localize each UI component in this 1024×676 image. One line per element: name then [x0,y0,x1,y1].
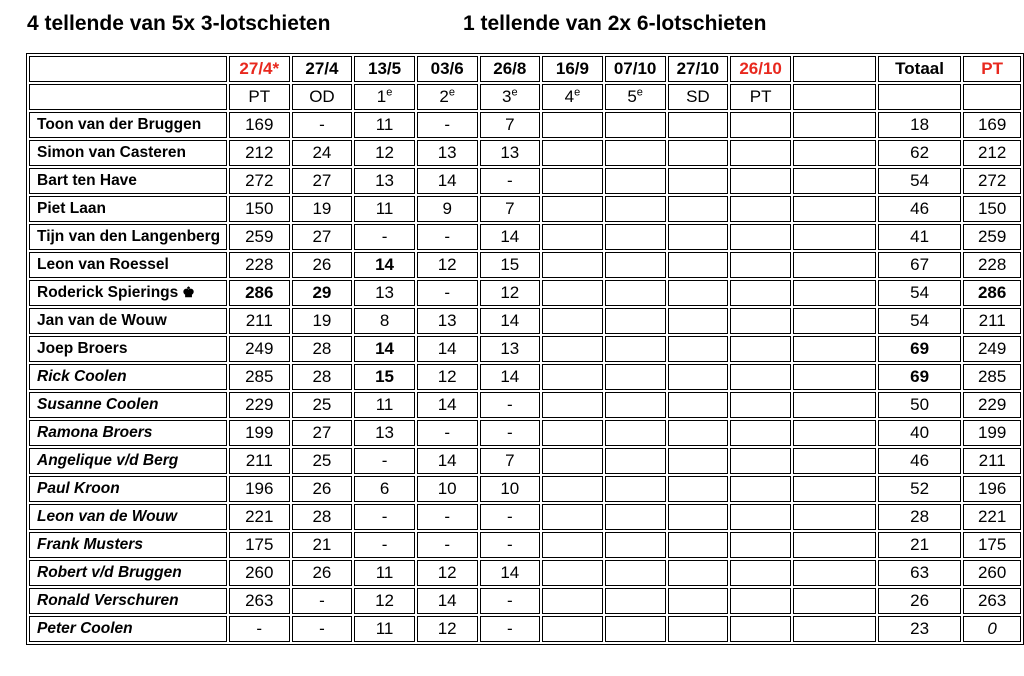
player-name: Rick Coolen [29,364,227,390]
score-cell [668,364,729,390]
player-name: Simon van Casteren [29,140,227,166]
header-empty-cell [29,84,227,110]
score-cell [668,140,729,166]
score-cell [730,224,791,250]
spacer-cell [793,364,876,390]
score-cell: - [354,224,415,250]
pt-cell: 228 [963,252,1021,278]
score-cell [668,420,729,446]
score-cell: 150 [229,196,290,222]
score-cell [668,336,729,362]
player-name: Robert v/d Bruggen [29,560,227,586]
score-cell: 26 [292,252,353,278]
score-cell [730,448,791,474]
header-sub-cell: PT [229,84,290,110]
player-name: Peter Coolen [29,616,227,642]
pt-cell: 260 [963,560,1021,586]
score-cell: - [480,532,541,558]
pt-cell: 0 [963,616,1021,642]
score-cell: 8 [354,308,415,334]
spacer-cell [793,392,876,418]
player-name: Paul Kroon [29,476,227,502]
header-sub-cell: PT [730,84,791,110]
score-cell [605,224,666,250]
spacer-cell [793,196,876,222]
score-cell: 14 [480,308,541,334]
pt-cell: 212 [963,140,1021,166]
score-cell [605,448,666,474]
score-cell [730,588,791,614]
header-row-dates [29,56,1021,82]
score-cell: 27 [292,168,353,194]
table-row [29,308,1021,334]
score-cell: 26 [292,560,353,586]
score-cell: 25 [292,392,353,418]
total-cell: 63 [878,560,962,586]
score-cell: 10 [480,476,541,502]
score-cell: - [292,588,353,614]
table-row [29,392,1021,418]
spacer-cell [793,616,876,642]
score-cell [668,280,729,306]
score-cell [542,588,603,614]
total-cell: 54 [878,168,962,194]
score-cell [542,280,603,306]
score-cell: 13 [354,280,415,306]
header-empty-cell [29,56,227,82]
table-row [29,364,1021,390]
header-sub-cell: OD [292,84,353,110]
score-cell: 286 [229,280,290,306]
total-cell: 46 [878,196,962,222]
score-cell [730,616,791,642]
score-cell: - [354,532,415,558]
score-cell: - [480,392,541,418]
spacer-cell [793,532,876,558]
score-cell: 14 [417,168,478,194]
header-date-cell: 26/8 [480,56,541,82]
score-cell [605,336,666,362]
pt-cell: 169 [963,112,1021,138]
score-cell: 13 [354,168,415,194]
score-cell: 26 [292,476,353,502]
score-cell: 12 [417,616,478,642]
score-cell: - [229,616,290,642]
score-cell [542,252,603,278]
score-cell [605,308,666,334]
score-cell: 14 [417,336,478,362]
score-cell [542,392,603,418]
score-cell [730,476,791,502]
table-row [29,532,1021,558]
score-cell: 28 [292,364,353,390]
score-cell [730,168,791,194]
player-name: Toon van der Bruggen [29,112,227,138]
pt-cell: 196 [963,476,1021,502]
pt-cell: 229 [963,392,1021,418]
score-cell: 10 [417,476,478,502]
table-row [29,448,1021,474]
table-row [29,140,1021,166]
score-cell: 28 [292,336,353,362]
header-sub-cell: 5e [605,84,666,110]
pt-cell: 221 [963,504,1021,530]
header-date-cell: 03/6 [417,56,478,82]
score-cell [542,420,603,446]
header-sub-cell: 1e [354,84,415,110]
pt-cell: 199 [963,420,1021,446]
score-cell: 249 [229,336,290,362]
score-cell [542,448,603,474]
score-cell [668,392,729,418]
score-cell: - [480,588,541,614]
total-cell: 26 [878,588,962,614]
score-cell: 199 [229,420,290,446]
score-cell: - [354,504,415,530]
score-cell [730,364,791,390]
score-cell [730,392,791,418]
header-empty-cell [963,84,1021,110]
score-cell: 260 [229,560,290,586]
score-cell: - [417,420,478,446]
score-cell [730,308,791,334]
total-cell: 69 [878,364,962,390]
player-name: Jan van de Wouw [29,308,227,334]
player-name: Leon van Roessel [29,252,227,278]
score-cell: - [480,616,541,642]
header-sub-cell: SD [668,84,729,110]
score-cell: 12 [480,280,541,306]
score-cell [668,196,729,222]
score-cell: 7 [480,448,541,474]
score-cell: 25 [292,448,353,474]
score-cell: 211 [229,448,290,474]
score-cell [605,504,666,530]
crown-icon: ♚ [182,284,195,300]
spacer-cell [793,336,876,362]
score-cell: 14 [417,448,478,474]
score-cell: 7 [480,112,541,138]
score-cell: 14 [417,588,478,614]
table-row [29,588,1021,614]
score-cell: 24 [292,140,353,166]
pt-cell: 175 [963,532,1021,558]
score-cell: 9 [417,196,478,222]
score-cell [542,196,603,222]
spacer-cell [793,308,876,334]
player-name: Leon van de Wouw [29,504,227,530]
table-row [29,112,1021,138]
score-cell: 11 [354,560,415,586]
score-cell [605,392,666,418]
table-row [29,476,1021,502]
player-name: Ramona Broers [29,420,227,446]
score-cell [605,252,666,278]
score-cell: 13 [354,420,415,446]
header-totaal-cell: Totaal [878,56,962,82]
header-sub-cell: 2e [417,84,478,110]
header-date-cell: 27/10 [668,56,729,82]
score-cell: 13 [480,336,541,362]
spacer-cell [793,224,876,250]
score-cell: 19 [292,308,353,334]
header-date-cell: 27/4* [229,56,290,82]
total-cell: 62 [878,140,962,166]
total-cell: 69 [878,336,962,362]
score-cell [605,112,666,138]
player-name: Joep Broers [29,336,227,362]
score-cell: 12 [417,364,478,390]
score-cell: 6 [354,476,415,502]
table-row [29,616,1021,642]
score-cell [668,308,729,334]
score-cell: 12 [354,588,415,614]
score-cell [668,532,729,558]
header-date-cell: 26/10 [730,56,791,82]
spacer-cell [793,448,876,474]
score-cell [605,476,666,502]
pt-cell: 259 [963,224,1021,250]
score-cell [668,588,729,614]
header-pt-cell: PT [963,56,1021,82]
score-cell [730,336,791,362]
player-name: Ronald Verschuren [29,588,227,614]
score-cell: 263 [229,588,290,614]
score-cell: 14 [354,336,415,362]
score-cell [542,168,603,194]
score-cell [542,616,603,642]
score-cell: 14 [480,560,541,586]
table-row [29,168,1021,194]
table-row [29,252,1021,278]
spacer-cell [793,112,876,138]
score-cell: 12 [417,560,478,586]
score-cell: - [417,224,478,250]
title-right: 1 tellende van 2x 6-lotschieten [463,12,767,35]
header-empty-cell [793,56,876,82]
score-cell [668,616,729,642]
table-row [29,280,1021,306]
score-cell: 14 [417,392,478,418]
score-cell: 169 [229,112,290,138]
score-cell [668,224,729,250]
score-cell: 285 [229,364,290,390]
score-cell: - [417,504,478,530]
score-cell: 211 [229,308,290,334]
header-row-sub [29,84,1021,110]
score-cell [542,112,603,138]
score-cell: - [292,616,353,642]
spacer-cell [793,280,876,306]
score-cell [668,252,729,278]
header-date-cell: 27/4 [292,56,353,82]
score-cell: 12 [417,252,478,278]
score-cell [542,336,603,362]
score-cell: 13 [417,308,478,334]
table-row [29,420,1021,446]
score-cell: 272 [229,168,290,194]
score-cell: - [417,532,478,558]
table-row [29,560,1021,586]
player-name: Roderick Spierings ♚ [29,280,227,306]
score-cell [605,280,666,306]
score-cell [605,168,666,194]
total-cell: 54 [878,280,962,306]
header-date-cell: 13/5 [354,56,415,82]
score-cell [605,364,666,390]
pt-cell: 150 [963,196,1021,222]
score-cell: 11 [354,616,415,642]
score-cell [605,420,666,446]
score-cell [605,196,666,222]
score-cell: - [354,448,415,474]
total-cell: 41 [878,224,962,250]
score-cell: - [292,112,353,138]
player-name: Frank Musters [29,532,227,558]
pt-cell: 272 [963,168,1021,194]
score-cell: 15 [480,252,541,278]
score-cell: - [480,420,541,446]
score-cell: 27 [292,420,353,446]
table-row [29,336,1021,362]
score-cell [542,504,603,530]
score-cell [730,140,791,166]
spacer-cell [793,588,876,614]
pt-cell: 249 [963,336,1021,362]
score-cell [542,308,603,334]
pt-cell: 263 [963,588,1021,614]
score-cell [605,616,666,642]
score-cell: 15 [354,364,415,390]
score-cell [542,560,603,586]
total-cell: 28 [878,504,962,530]
spacer-cell [793,476,876,502]
spacer-cell [793,140,876,166]
score-cell: 14 [480,364,541,390]
total-cell: 52 [878,476,962,502]
score-cell: - [417,112,478,138]
score-cell: 175 [229,532,290,558]
player-name: Piet Laan [29,196,227,222]
total-cell: 67 [878,252,962,278]
score-cell [730,252,791,278]
score-cell [730,560,791,586]
score-cell [668,476,729,502]
spacer-cell [793,504,876,530]
score-cell: - [417,280,478,306]
score-table [26,53,1024,645]
score-cell: 13 [417,140,478,166]
score-cell [605,560,666,586]
title-left: 4 tellende van 5x 3-lotschieten [27,12,331,35]
score-cell: 259 [229,224,290,250]
score-cell [668,504,729,530]
score-cell [730,196,791,222]
score-cell: 11 [354,392,415,418]
score-cell: 27 [292,224,353,250]
score-cell [605,588,666,614]
score-cell [542,364,603,390]
score-cell: - [480,168,541,194]
spacer-cell [793,560,876,586]
score-cell: 221 [229,504,290,530]
player-name: Bart ten Have [29,168,227,194]
score-cell: 7 [480,196,541,222]
score-cell [542,224,603,250]
score-cell [605,140,666,166]
spacer-cell [793,168,876,194]
score-cell: 14 [354,252,415,278]
score-cell [730,420,791,446]
score-cell [730,280,791,306]
total-cell: 50 [878,392,962,418]
score-cell: 19 [292,196,353,222]
total-cell: 23 [878,616,962,642]
score-cell [730,532,791,558]
score-cell: 212 [229,140,290,166]
pt-cell: 211 [963,308,1021,334]
pt-cell: 211 [963,448,1021,474]
score-cell: 14 [480,224,541,250]
header-empty-cell [878,84,962,110]
score-cell: 13 [480,140,541,166]
header-date-cell: 16/9 [542,56,603,82]
score-cell [542,140,603,166]
total-cell: 54 [878,308,962,334]
header-empty-cell [793,84,876,110]
total-cell: 18 [878,112,962,138]
table-row [29,224,1021,250]
score-cell [668,112,729,138]
table-row [29,196,1021,222]
score-cell: 12 [354,140,415,166]
pt-cell: 286 [963,280,1021,306]
score-cell: 229 [229,392,290,418]
score-cell: 11 [354,196,415,222]
score-cell [605,532,666,558]
header-sub-cell: 4e [542,84,603,110]
player-name: Tijn van den Langenberg [29,224,227,250]
pt-cell: 285 [963,364,1021,390]
score-cell: - [480,504,541,530]
player-name: Angelique v/d Berg [29,448,227,474]
total-cell: 40 [878,420,962,446]
score-cell: 28 [292,504,353,530]
score-cell [542,532,603,558]
header-date-cell: 07/10 [605,56,666,82]
score-cell [542,476,603,502]
spacer-cell [793,252,876,278]
score-cell: 228 [229,252,290,278]
header-sub-cell: 3e [480,84,541,110]
total-cell: 21 [878,532,962,558]
total-cell: 46 [878,448,962,474]
score-cell: 21 [292,532,353,558]
player-name: Susanne Coolen [29,392,227,418]
score-cell [668,448,729,474]
score-cell: 29 [292,280,353,306]
score-cell [668,168,729,194]
score-cell [668,560,729,586]
score-cell [730,504,791,530]
score-cell: 196 [229,476,290,502]
table-row [29,504,1021,530]
spacer-cell [793,420,876,446]
score-cell [730,112,791,138]
score-cell: 11 [354,112,415,138]
